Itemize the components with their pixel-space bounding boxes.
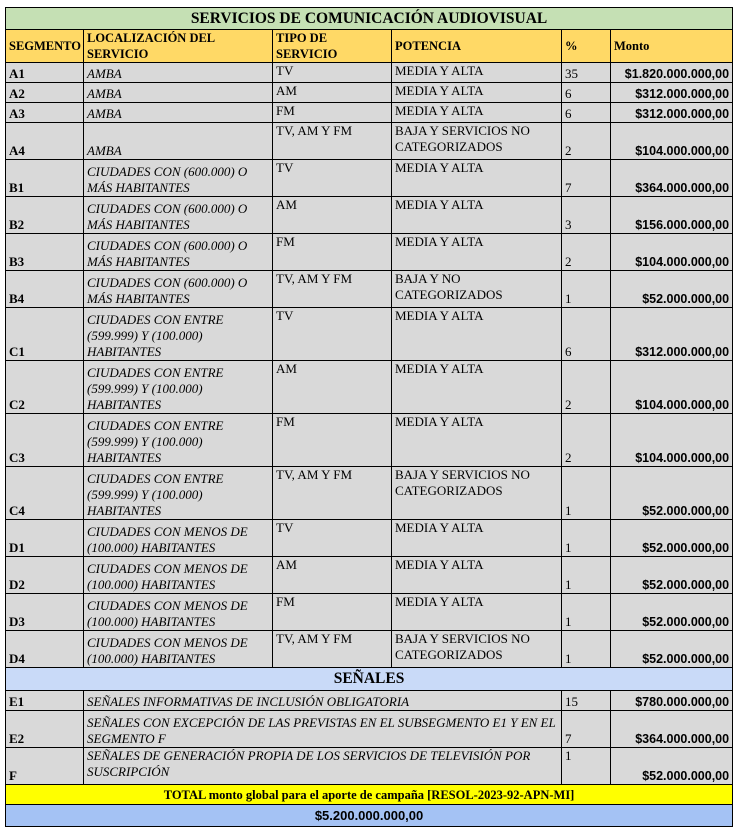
location-cell: CIUDADES CON (600.000) O MÁS HABITANTES (84, 160, 273, 197)
location-cell: SEÑALES CON EXCEPCIÓN DE LAS PREVISTAS EN EL SUBSEGMENTO E1 Y EN EL SEGMENTO F (84, 711, 562, 748)
percent-cell: 6 (562, 103, 611, 123)
amount-cell: $104.000.000,00 (611, 414, 733, 467)
amount-cell: $104.000.000,00 (611, 361, 733, 414)
total-label: TOTAL monto global para el aporte de campaña [RESOL-2023-92-APN-MI] (6, 785, 733, 805)
percent-cell: 15 (562, 691, 611, 711)
location-cell: CIUDADES CON MENOS DE (100.000) HABITANTES (84, 594, 273, 631)
percent-cell: 2 (562, 414, 611, 467)
total-value-row (6, 805, 733, 827)
table-row (6, 308, 733, 361)
power-cell: MEDIA Y ALTA (392, 557, 562, 594)
amount-cell: $104.000.000,00 (611, 123, 733, 160)
power-cell: MEDIA Y ALTA (392, 308, 562, 361)
amount-cell: $52.000.000,00 (611, 557, 733, 594)
percent-cell: 1 (562, 631, 611, 668)
power-cell: MEDIA Y ALTA (392, 63, 562, 83)
location-cell: SEÑALES DE GENERACIÓN PROPIA DE LOS SERVICIOS DE TELEVISIÓN POR SUSCRIPCIÓN (84, 748, 562, 785)
table-title-row (6, 8, 733, 30)
segment-cell: A2 (6, 83, 84, 103)
service-type-cell: TV (273, 520, 392, 557)
header-potencia: POTENCIA (392, 30, 562, 63)
segment-cell: D4 (6, 631, 84, 668)
amount-cell: $104.000.000,00 (611, 234, 733, 271)
segment-cell: C1 (6, 308, 84, 361)
services-table (5, 7, 733, 827)
senales-section-title: SEÑALES (6, 668, 733, 691)
percent-cell: 1 (562, 594, 611, 631)
percent-cell: 7 (562, 160, 611, 197)
location-cell: SEÑALES INFORMATIVAS DE INCLUSIÓN OBLIGATORIA (84, 691, 562, 711)
percent-cell: 2 (562, 123, 611, 160)
service-type-cell: FM (273, 414, 392, 467)
power-cell: MEDIA Y ALTA (392, 160, 562, 197)
table-row (6, 160, 733, 197)
location-cell: AMBA (84, 63, 273, 83)
percent-cell: 6 (562, 308, 611, 361)
segment-cell: B4 (6, 271, 84, 308)
table-row (6, 123, 733, 160)
header-porcentaje: % (562, 30, 611, 63)
service-type-cell: TV, AM Y FM (273, 271, 392, 308)
power-cell: MEDIA Y ALTA (392, 520, 562, 557)
amount-cell: $52.000.000,00 (611, 748, 733, 785)
percent-cell: 2 (562, 234, 611, 271)
table-row (6, 711, 733, 748)
service-type-cell: TV (273, 160, 392, 197)
location-cell: CIUDADES CON (600.000) O MÁS HABITANTES (84, 197, 273, 234)
table-row (6, 414, 733, 467)
segment-cell: E2 (6, 711, 84, 748)
power-cell: BAJA Y SERVICIOS NO CATEGORIZADOS (392, 123, 562, 160)
power-cell: MEDIA Y ALTA (392, 234, 562, 271)
service-type-cell: TV (273, 63, 392, 83)
location-cell: CIUDADES CON ENTRE (599.999) Y (100.000) HABITANTES (84, 414, 273, 467)
power-cell: MEDIA Y ALTA (392, 594, 562, 631)
amount-cell: $312.000.000,00 (611, 308, 733, 361)
amount-cell: $780.000.000,00 (611, 691, 733, 711)
segment-cell: E1 (6, 691, 84, 711)
table-row (6, 594, 733, 631)
table-row (6, 83, 733, 103)
location-cell: CIUDADES CON MENOS DE (100.000) HABITANTES (84, 557, 273, 594)
header-monto: Monto (611, 30, 733, 63)
location-cell: AMBA (84, 123, 273, 160)
table-row (6, 234, 733, 271)
percent-cell: 1 (562, 748, 611, 785)
table-row (6, 197, 733, 234)
amount-cell: $312.000.000,00 (611, 103, 733, 123)
table-row (6, 520, 733, 557)
power-cell: MEDIA Y ALTA (392, 197, 562, 234)
location-cell: CIUDADES CON (600.000) O MÁS HABITANTES (84, 234, 273, 271)
amount-cell: $156.000.000,00 (611, 197, 733, 234)
service-type-cell: AM (273, 557, 392, 594)
power-cell: MEDIA Y ALTA (392, 103, 562, 123)
location-cell: CIUDADES CON ENTRE (599.999) Y (100.000) HABITANTES (84, 361, 273, 414)
power-cell: MEDIA Y ALTA (392, 414, 562, 467)
senales-section-row (6, 668, 733, 691)
segment-cell: A1 (6, 63, 84, 83)
percent-cell: 2 (562, 361, 611, 414)
service-type-cell: AM (273, 361, 392, 414)
percent-cell: 1 (562, 520, 611, 557)
power-cell: BAJA Y SERVICIOS NO CATEGORIZADOS (392, 467, 562, 520)
amount-cell: $364.000.000,00 (611, 711, 733, 748)
header-row (6, 30, 733, 63)
service-type-cell: TV (273, 308, 392, 361)
segment-cell: C2 (6, 361, 84, 414)
amount-cell: $364.000.000,00 (611, 160, 733, 197)
location-cell: CIUDADES CON MENOS DE (100.000) HABITANTES (84, 631, 273, 668)
table-row (6, 103, 733, 123)
amount-cell: $52.000.000,00 (611, 631, 733, 668)
header-localizacion: LOCALIZACIÓN DEL SERVICIO (84, 30, 273, 63)
location-cell: AMBA (84, 103, 273, 123)
segment-cell: A4 (6, 123, 84, 160)
percent-cell: 7 (562, 711, 611, 748)
segment-cell: D3 (6, 594, 84, 631)
percent-cell: 1 (562, 271, 611, 308)
table-row (6, 691, 733, 711)
amount-cell: $52.000.000,00 (611, 520, 733, 557)
services-table-container (5, 7, 732, 827)
segment-cell: C4 (6, 467, 84, 520)
table-row (6, 557, 733, 594)
location-cell: CIUDADES CON (600.000) O MÁS HABITANTES (84, 271, 273, 308)
service-type-cell: FM (273, 594, 392, 631)
segment-cell: B2 (6, 197, 84, 234)
amount-cell: $52.000.000,00 (611, 594, 733, 631)
segment-cell: C3 (6, 414, 84, 467)
segment-cell: A3 (6, 103, 84, 123)
amount-cell: $52.000.000,00 (611, 467, 733, 520)
segment-cell: F (6, 748, 84, 785)
table-row (6, 467, 733, 520)
segment-cell: D2 (6, 557, 84, 594)
amount-cell: $312.000.000,00 (611, 83, 733, 103)
service-type-cell: FM (273, 103, 392, 123)
total-value: $5.200.000.000,00 (6, 805, 733, 827)
location-cell: CIUDADES CON MENOS DE (100.000) HABITANTES (84, 520, 273, 557)
amount-cell: $52.000.000,00 (611, 271, 733, 308)
service-type-cell: TV, AM Y FM (273, 123, 392, 160)
power-cell: BAJA Y SERVICIOS NO CATEGORIZADOS (392, 631, 562, 668)
table-row (6, 361, 733, 414)
location-cell: CIUDADES CON ENTRE (599.999) Y (100.000) HABITANTES (84, 308, 273, 361)
service-type-cell: AM (273, 197, 392, 234)
percent-cell: 1 (562, 467, 611, 520)
table-row (6, 271, 733, 308)
service-type-cell: AM (273, 83, 392, 103)
header-tipo: TIPO DE SERVICIO (273, 30, 392, 63)
percent-cell: 35 (562, 63, 611, 83)
table-title: SERVICIOS DE COMUNICACIÓN AUDIOVISUAL (6, 8, 733, 30)
service-type-cell: FM (273, 234, 392, 271)
power-cell: BAJA Y NO CATEGORIZADOS (392, 271, 562, 308)
segment-cell: B3 (6, 234, 84, 271)
percent-cell: 3 (562, 197, 611, 234)
table-row (6, 748, 733, 785)
location-cell: AMBA (84, 83, 273, 103)
percent-cell: 6 (562, 83, 611, 103)
power-cell: MEDIA Y ALTA (392, 83, 562, 103)
percent-cell: 1 (562, 557, 611, 594)
total-label-row (6, 785, 733, 805)
location-cell: CIUDADES CON ENTRE (599.999) Y (100.000) HABITANTES (84, 467, 273, 520)
table-row (6, 631, 733, 668)
amount-cell: $1.820.000.000,00 (611, 63, 733, 83)
table-row (6, 63, 733, 83)
service-type-cell: TV, AM Y FM (273, 467, 392, 520)
header-segmento: SEGMENTO (6, 30, 84, 63)
segment-cell: B1 (6, 160, 84, 197)
service-type-cell: TV, AM Y FM (273, 631, 392, 668)
power-cell: MEDIA Y ALTA (392, 361, 562, 414)
segment-cell: D1 (6, 520, 84, 557)
